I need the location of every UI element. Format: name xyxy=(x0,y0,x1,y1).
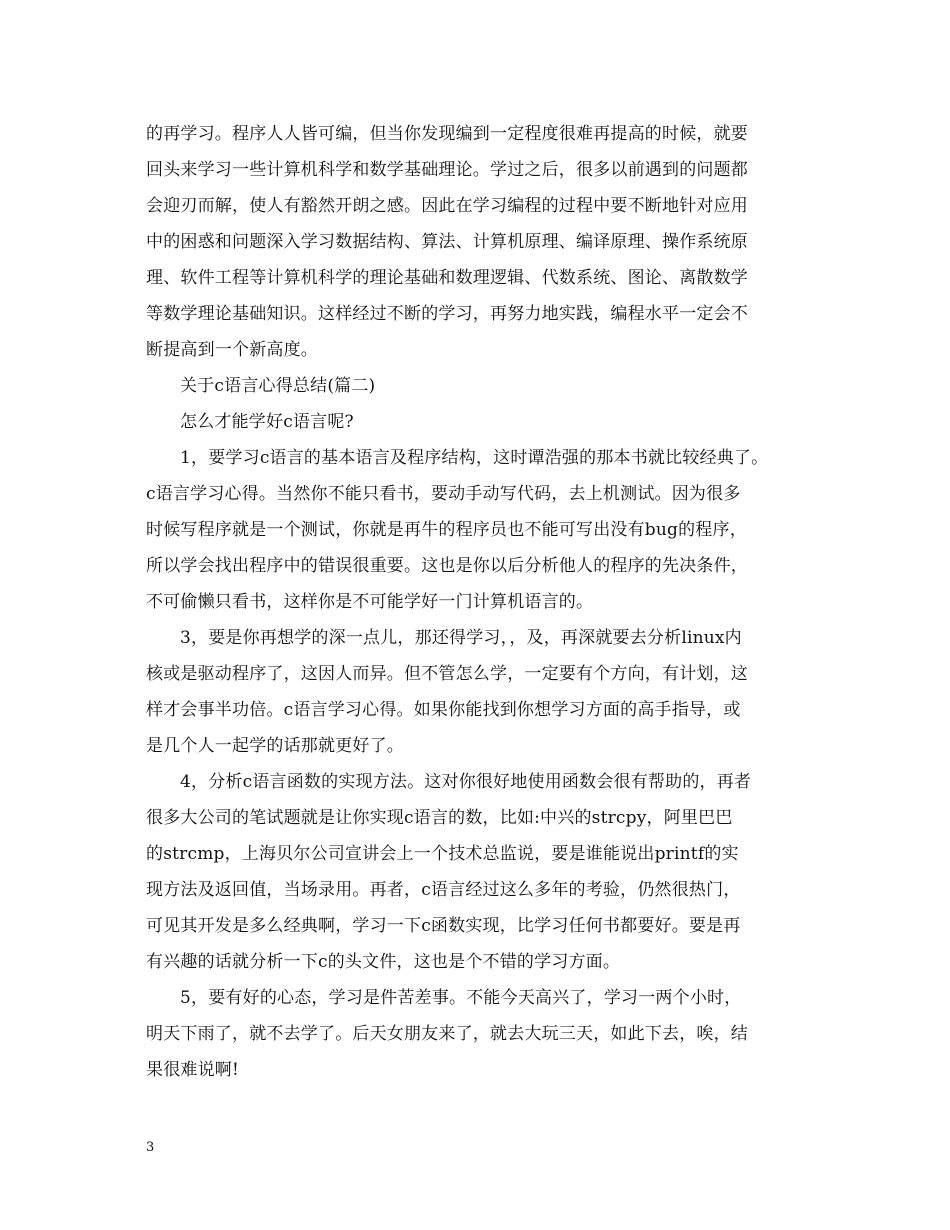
text-line: 中的困惑和问题深入学习数据结构、算法、计算机原理、编译原理、操作系统原 xyxy=(146,232,748,252)
text-line: 时候写程序就是一个测试，你就是再牛的程序员也不能可写出没有bug的程序， xyxy=(146,520,747,540)
text-line: 4，分析c语言函数的实现方法。这对你很好地使用函数会很有帮助的，再者 xyxy=(180,772,752,792)
text-line: 关于c语言心得总结(篇二) xyxy=(180,376,376,396)
text-line: 会迎刃而解，使人有豁然开朗之感。因此在学习编程的过程中要不断地针对应用 xyxy=(146,196,748,216)
text-line: 断提高到一个新高度。 xyxy=(146,340,318,360)
text-line: 明天下雨了，就不去学了。后天女朋友来了，就去大玩三天，如此下去，唉，结 xyxy=(146,1024,748,1044)
text-line: 样才会事半功倍。c语言学习心得。如果你能找到你想学习方面的高手指导，或 xyxy=(146,700,741,720)
page-number: 3 xyxy=(146,1140,155,1155)
text-line: 的再学习。程序人人皆可编，但当你发现编到一定程度很难再提高的时候，就要 xyxy=(146,124,748,144)
text-line: 所以学会找出程序中的错误很重要。这也是你以后分析他人的程序的先决条件， xyxy=(146,556,748,576)
text-line: 是几个人一起学的话那就更好了。 xyxy=(146,736,404,756)
text-line: 回头来学习一些计算机科学和数学基础理论。学过之后，很多以前遇到的问题都 xyxy=(146,160,748,180)
text-line: 等数学理论基础知识。这样经过不断的学习，再努力地实践，编程水平一定会不 xyxy=(146,304,748,324)
text-line: 现方法及返回值，当场录用。再者，c语言经过这么多年的考验，仍然很热门， xyxy=(146,880,741,900)
text-line: 有兴趣的话就分析一下c的头文件，这也是个不错的学习方面。 xyxy=(146,952,621,972)
text-line: 果很难说啊! xyxy=(146,1060,240,1080)
text-line: 很多大公司的笔试题就是让你实现c语言的数，比如:中兴的strcpy，阿里巴巴 xyxy=(146,808,733,828)
text-line: 的strcmp，上海贝尔公司宣讲会上一个技术总监说，要是谁能说出printf的实 xyxy=(146,844,739,864)
text-line: 核或是驱动程序了，这因人而异。但不管怎么学，一定要有个方向，有计划，这 xyxy=(146,664,748,684)
text-line: 可见其开发是多么经典啊，学习一下c函数实现，比学习任何书都要好。要是再 xyxy=(146,916,741,936)
text-line: 理、软件工程等计算机科学的理论基础和数理逻辑、代数系统、图论、离散数学 xyxy=(146,268,748,288)
document-body xyxy=(146,116,826,1088)
text-line: 怎么才能学好c语言呢? xyxy=(180,412,354,432)
text-line: 不可偷懒只看书，这样你是不可能学好一门计算机语言的。 xyxy=(146,592,594,612)
text-line: 5，要有好的心态，学习是件苦差事。不能今天高兴了，学习一两个小时， xyxy=(180,988,742,1008)
text-line: 3，要是你再想学的深一点儿，那还得学习，，及，再深就要去分析linux内 xyxy=(180,628,742,648)
text-line: c语言学习心得。当然你不能只看书，要动手动写代码，去上机测试。因为很多 xyxy=(146,484,741,504)
text-line: 1，要学习c语言的基本语言及程序结构，这时谭浩强的那本书就比较经典了。 xyxy=(180,448,769,468)
